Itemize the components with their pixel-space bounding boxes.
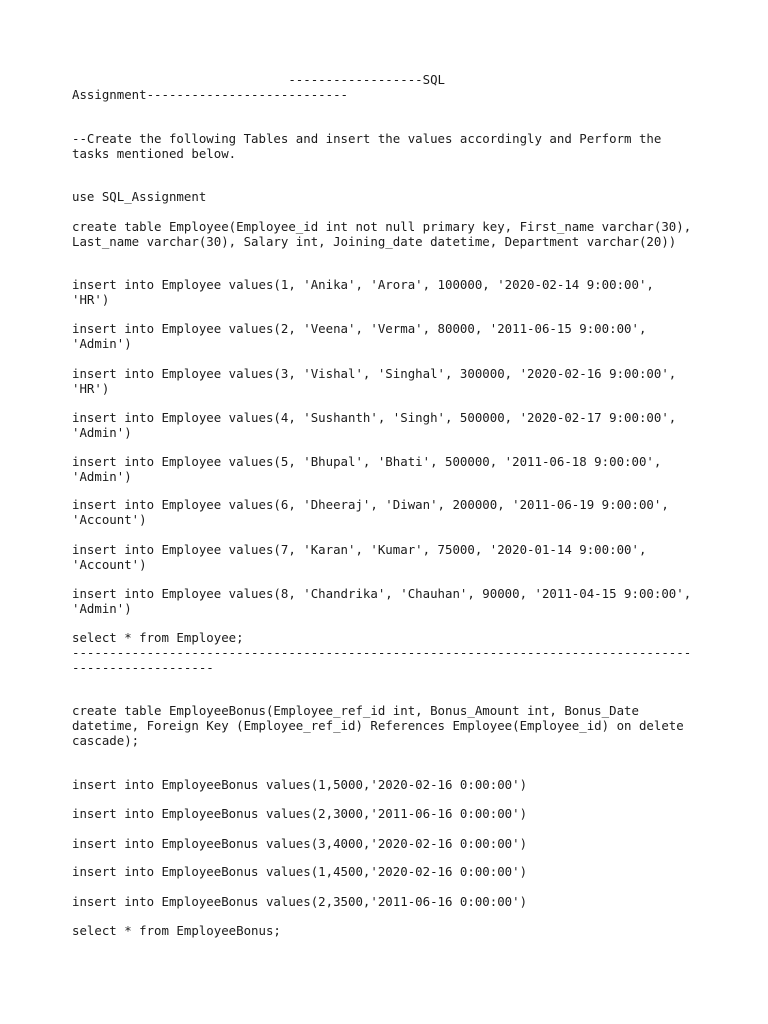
insert-employee-8-line-2: 'Admin') xyxy=(72,601,132,616)
title-line-2: Assignment--------------------------- xyxy=(72,87,349,102)
insert-employee-8-line-1: insert into Employee values(8, 'Chandrika', 'Chauhan', 90000, '2011-04-15 9:00:00', xyxy=(72,586,692,601)
insert-employee-4-line-1: insert into Employee values(4, 'Sushanth', 'Singh', 500000, '2020-02-17 9:00:00', xyxy=(72,410,677,425)
title-line-1: ------------------SQL xyxy=(72,72,445,87)
create-bonus-line-2: datetime, Foreign Key (Employee_ref_id) References Employee(Employee_id) on delete xyxy=(72,718,684,733)
create-employee-line-2: Last_name varchar(30), Salary int, Joining_date datetime, Department varchar(20)) xyxy=(72,234,677,249)
insert-employee-5-line-1: insert into Employee values(5, 'Bhupal', 'Bhati', 500000, '2011-06-18 9:00:00', xyxy=(72,454,662,469)
use-statement: use SQL_Assignment xyxy=(72,189,207,204)
insert-employee-6-line-1: insert into Employee values(6, 'Dheeraj', 'Diwan', 200000, '2011-06-19 9:00:00', xyxy=(72,497,669,512)
insert-bonus-2: insert into EmployeeBonus values(2,3000,'2011-06-16 0:00:00') xyxy=(72,806,528,821)
create-bonus-line-1: create table EmployeeBonus(Employee_ref_id int, Bonus_Amount int, Bonus_Date xyxy=(72,703,639,718)
insert-employee-4-line-2: 'Admin') xyxy=(72,425,132,440)
create-employee-line-1: create table Employee(Employee_id int not null primary key, First_name varchar(30), xyxy=(72,219,692,234)
insert-bonus-1: insert into EmployeeBonus values(1,5000,'2020-02-16 0:00:00') xyxy=(72,777,528,792)
instruction-line-1: --Create the following Tables and insert the values accordingly and Perform the xyxy=(72,131,662,146)
separator-line-1: ----------------------------------------------------------------------------------- xyxy=(72,645,692,660)
insert-bonus-4: insert into EmployeeBonus values(1,4500,'2020-02-16 0:00:00') xyxy=(72,864,528,879)
select-employee: select * from Employee; xyxy=(72,630,244,645)
select-employee-bonus: select * from EmployeeBonus; xyxy=(72,923,281,938)
insert-bonus-3: insert into EmployeeBonus values(3,4000,'2020-02-16 0:00:00') xyxy=(72,836,528,851)
insert-employee-7-line-1: insert into Employee values(7, 'Karan', 'Kumar', 75000, '2020-01-14 9:00:00', xyxy=(72,542,647,557)
insert-employee-1-line-2: 'HR') xyxy=(72,292,110,307)
insert-employee-1-line-1: insert into Employee values(1, 'Anika', 'Arora', 100000, '2020-02-14 9:00:00', xyxy=(72,277,654,292)
create-bonus-line-3: cascade); xyxy=(72,733,140,748)
insert-employee-2-line-1: insert into Employee values(2, 'Veena', 'Verma', 80000, '2011-06-15 9:00:00', xyxy=(72,321,647,336)
insert-employee-2-line-2: 'Admin') xyxy=(72,336,132,351)
insert-bonus-5: insert into EmployeeBonus values(2,3500,'2011-06-16 0:00:00') xyxy=(72,894,528,909)
separator-line-2: ------------------- xyxy=(72,660,214,675)
insert-employee-3-line-1: insert into Employee values(3, 'Vishal', 'Singhal', 300000, '2020-02-16 9:00:00', xyxy=(72,366,677,381)
insert-employee-6-line-2: 'Account') xyxy=(72,512,147,527)
insert-employee-5-line-2: 'Admin') xyxy=(72,469,132,484)
insert-employee-7-line-2: 'Account') xyxy=(72,557,147,572)
instruction-line-2: tasks mentioned below. xyxy=(72,146,237,161)
insert-employee-3-line-2: 'HR') xyxy=(72,381,110,396)
